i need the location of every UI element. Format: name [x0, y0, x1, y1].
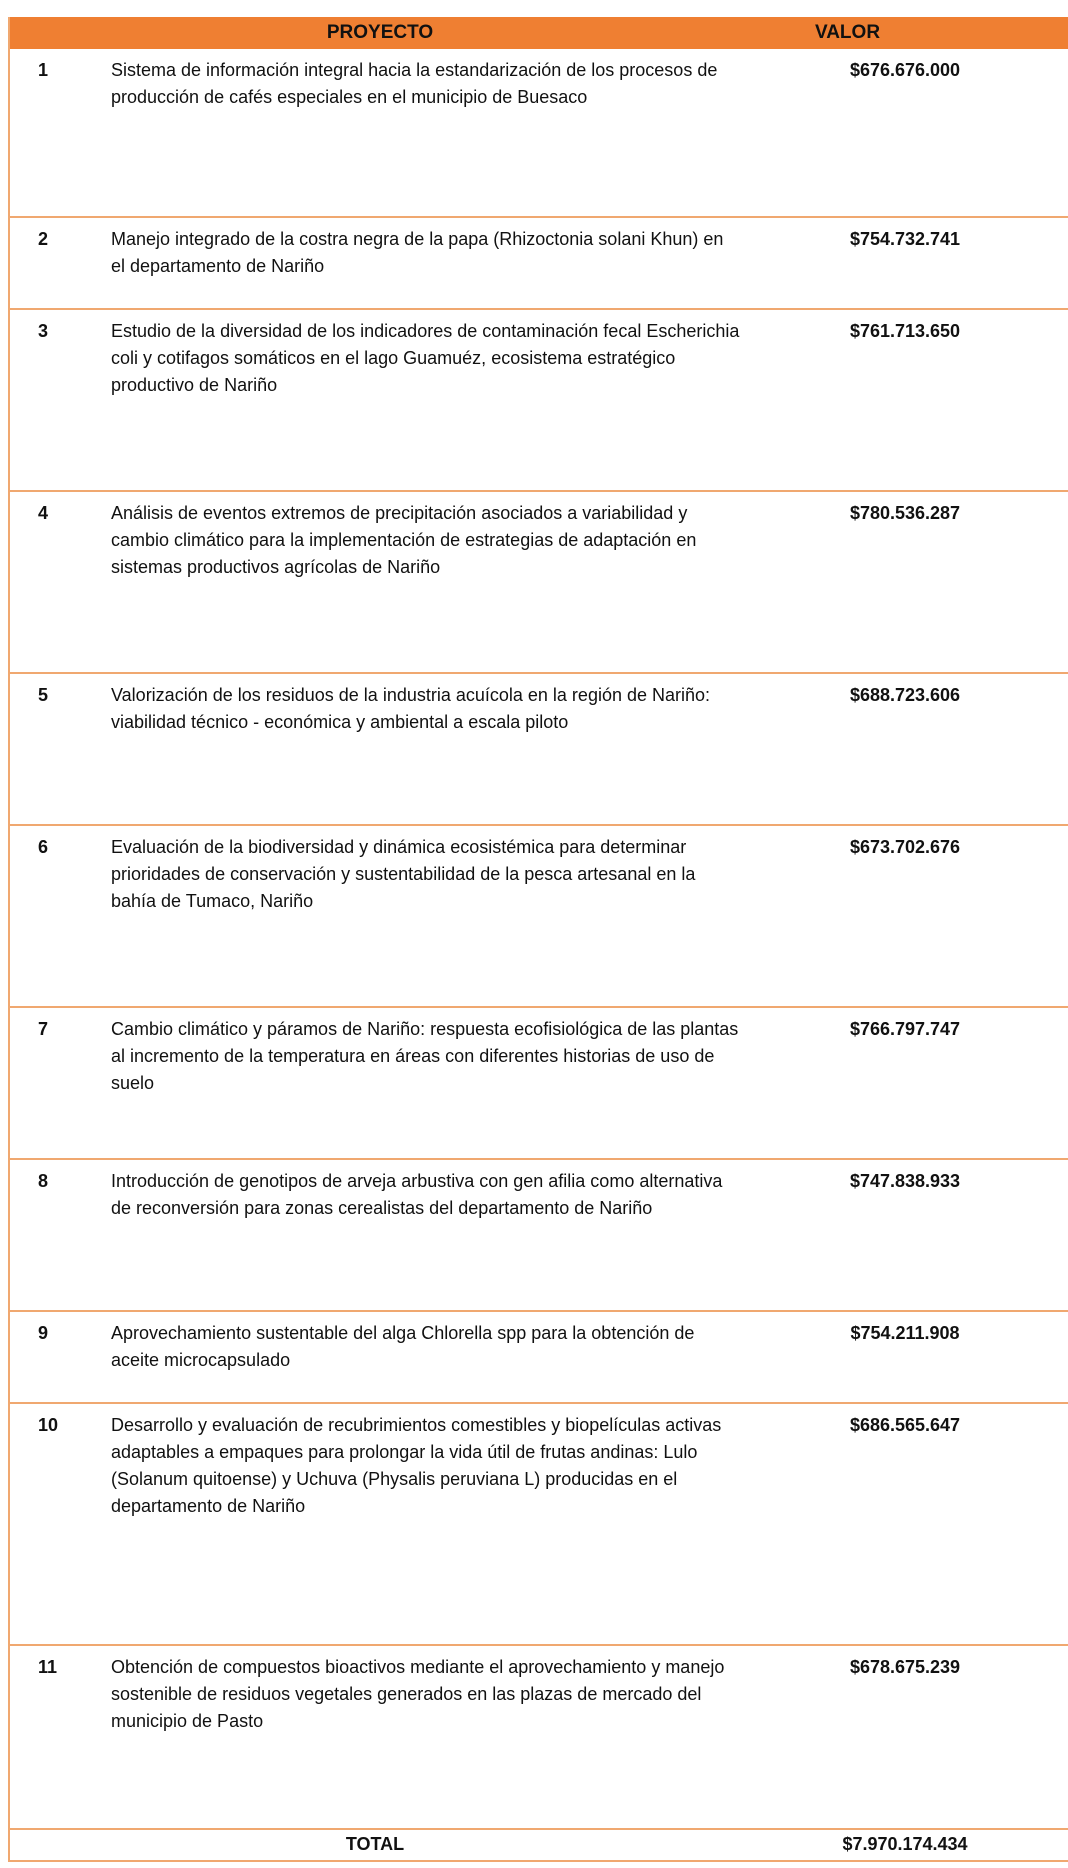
row-description: Introducción de genotipos de arveja arbustiva con gen afilia como alternativa de reconversión para zonas cerealistas del departamento de Nariño [111, 1171, 723, 1218]
row-number: 3 [38, 321, 49, 341]
row-value: $780.536.287 [849, 503, 961, 523]
table-row [10, 310, 1068, 492]
row-description: Sistema de información integral hacia la estandarización de los procesos de producción de cafés especiales en el municipio de Buesaco [111, 60, 718, 107]
row-number: 9 [38, 1323, 49, 1343]
row-description: Desarrollo y evaluación de recubrimientos comestibles y biopelículas activas adaptables a empaques para prolongar la vida útil de frutas andinas: Lulo (Solanum quitoense) y Uchuva (Physalis peruviana L) producidas en el departamento de Nariño [111, 1415, 722, 1516]
row-description: Aprovechamiento sustentable del alga Chlorella spp para la obtención de aceite microcapsulado [111, 1323, 695, 1370]
row-value: $747.838.933 [849, 1171, 961, 1191]
header-proyecto: PROYECTO [326, 22, 434, 43]
table-row [10, 1008, 1068, 1160]
table-row [10, 674, 1068, 826]
row-number: 6 [38, 837, 49, 857]
projects-table [8, 17, 1068, 1862]
row-number: 1 [38, 60, 49, 80]
row-number: 11 [38, 1657, 58, 1677]
row-value: $754.732.741 [849, 229, 961, 249]
table-row [10, 1646, 1068, 1828]
row-value: $688.723.606 [849, 685, 961, 705]
row-value: $761.713.650 [849, 321, 961, 341]
row-number: 10 [38, 1415, 59, 1435]
row-description: Análisis de eventos extremos de precipitación asociados a variabilidad y cambio climático para la implementación de estrategias de adaptación en sistemas productivos agrícolas de Nariño [111, 503, 697, 577]
table-row [10, 492, 1068, 674]
row-description: Valorización de los residuos de la industria acuícola en la región de Nariño: viabilidad técnico - económica y ambiental a escala piloto [111, 685, 711, 732]
row-number: 7 [38, 1019, 49, 1039]
row-description: Evaluación de la biodiversidad y dinámica ecosistémica para determinar prioridades de conservación y sustentabilidad de la pesca artesanal en la bahía de Tumaco, Nariño [111, 837, 696, 911]
table-row [10, 218, 1068, 310]
row-description: Obtención de compuestos bioactivos mediante el aprovechamiento y manejo sostenible de residuos vegetales generados en las plazas de mercado del municipio de Pasto [111, 1657, 725, 1731]
row-number: 8 [38, 1171, 49, 1191]
row-value: $676.676.000 [849, 60, 961, 80]
row-description: Estudio de la diversidad de los indicadores de contaminación fecal Escherichia coli y cotifagos somáticos en el lago Guamuéz, ecosistema estratégico productivo de Nariño [111, 321, 740, 395]
total-value: $7.970.174.434 [842, 1834, 968, 1854]
total-label: TOTAL [345, 1834, 405, 1854]
row-value: $678.675.239 [849, 1657, 961, 1677]
row-description: Cambio climático y páramos de Nariño: respuesta ecofisiológica de las plantas al incremento de la temperatura en áreas con diferentes historias de uso de suelo [111, 1019, 739, 1093]
row-value: $673.702.676 [849, 837, 961, 857]
row-number: 2 [38, 229, 49, 249]
row-description: Manejo integrado de la costra negra de la papa (Rhizoctonia solani Khun) en el departamento de Nariño [111, 229, 724, 276]
table-row [10, 1312, 1068, 1404]
row-number: 5 [38, 685, 49, 705]
header-valor: VALOR [814, 22, 881, 43]
row-value: $766.797.747 [849, 1019, 961, 1039]
table-row [10, 826, 1068, 1008]
total-row [10, 1828, 1068, 1862]
row-number: 4 [38, 503, 49, 523]
table-row [10, 1404, 1068, 1646]
table-header [10, 17, 1068, 49]
table-row [10, 1160, 1068, 1312]
table-row [10, 49, 1068, 218]
row-value: $754.211.908 [850, 1323, 960, 1343]
row-value: $686.565.647 [849, 1415, 961, 1435]
